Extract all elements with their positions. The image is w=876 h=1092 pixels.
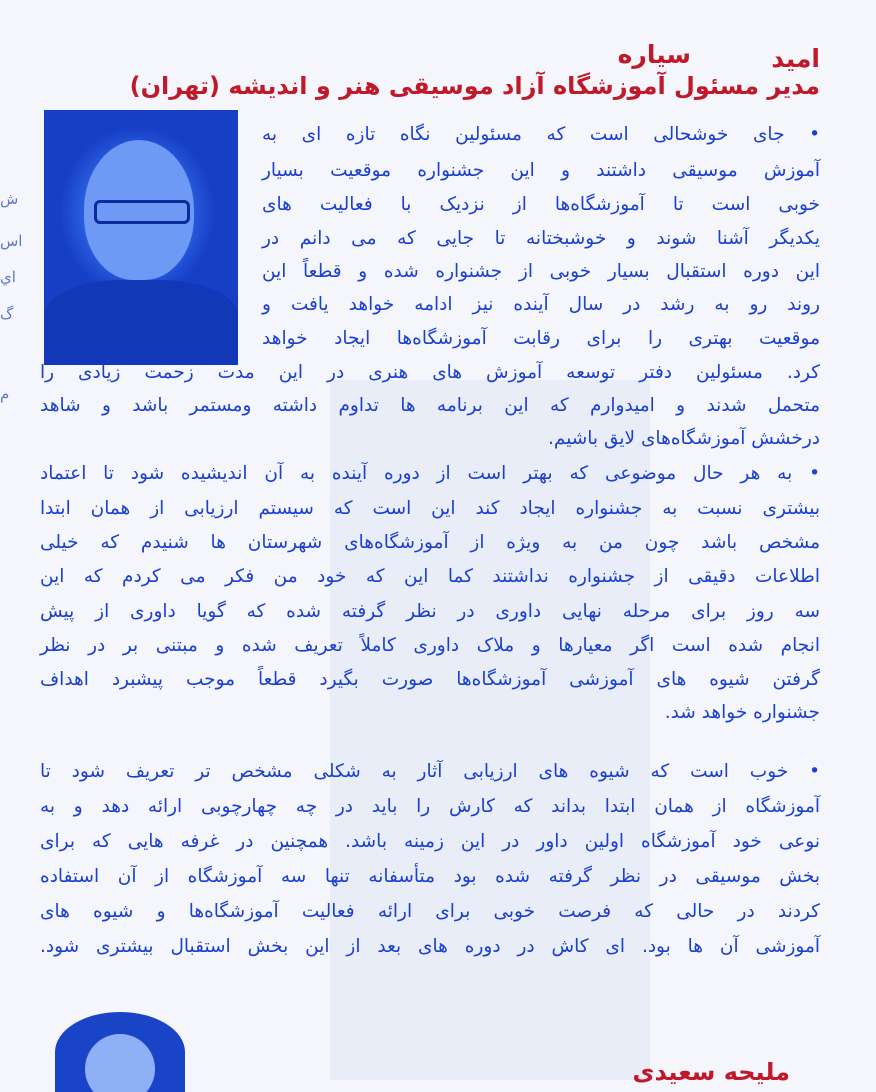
body-line: سه روز برای مرحله نهایی داوری در نظر گرفته شده که گویا داوری از پیش	[40, 601, 820, 622]
adjacent-column-fragment: اي	[0, 268, 16, 286]
body-line: آموزشگاه از همان ابتدا بداند که کارش را باید در چه چهارچوبی ارائه دهد و به	[40, 796, 820, 817]
body-line: • به هر حال موضوعی که بهتر است از دوره آینده به آن اندیشیده شود تا اعتماد	[40, 463, 820, 484]
body-line: خوبی است تا آموزشگاه‌ها از نزدیک با فعالیت های	[262, 194, 820, 215]
next-interviewee-name: ملیحه سعیدی	[632, 1058, 790, 1086]
body-line: این دوره استقبال بسیار خوبی از جشنواره شده و قطعاً این	[262, 261, 820, 282]
next-interviewee-photo	[55, 1012, 185, 1092]
adjacent-column-fragment: م	[0, 385, 10, 403]
body-line: آموزشی آن ها بود. ای کاش در دوره های بعد از این بخش استقبال بیشتری شود.	[40, 936, 820, 957]
body-line: یکدیگر آشنا شوند و خوشبختانه تا جایی که می دانم در	[262, 228, 820, 249]
body-line: • خوب است که شیوه های ارزیابی آثار به شکلی مشخص تر تعریف شود تا	[40, 761, 820, 782]
body-line: روند رو به رشد در سال آینده نیز ادامه خواهد یافت و	[262, 294, 820, 315]
body-line: اطلاعات دقیقی از جشنواره نداشتند کما این که خود من فکر می کردم که این	[40, 566, 820, 587]
body-line: متحمل شدند و امیدوارم که این برنامه ها تداوم داشته ومستمر باشد و شاهد	[40, 395, 820, 416]
interviewee-first-name: امید	[771, 44, 820, 73]
body-line: موقعیت بهتری را برای رقابت آموزشگاه‌ها ایجاد خواهد	[262, 328, 820, 349]
body-line: جشنواره خواهد شد.	[664, 702, 820, 723]
adjacent-column-fragment: گ	[0, 305, 14, 323]
body-line: • جای خوشحالی است که مسئولین نگاه تازه ای به	[262, 124, 820, 145]
adjacent-column-fragment: اس	[0, 232, 23, 250]
body-line: بخش موسیقی در نظر گرفته شده بود متأسفانه تنها سه آموزشگاه از آن استفاده	[40, 866, 820, 887]
adjacent-column-fragment: ش	[0, 190, 19, 208]
body-line: انجام شده است اگر معیارها و ملاک داوری کاملاً تعریف شده و مبتنی بر در نظر	[40, 635, 820, 656]
body-line: مشخص باشد چون من به ویژه از آموزشگاه‌های شهرستان ها شنیدم که خیلی	[40, 532, 820, 553]
body-line: آموزش موسیقی داشتند و این جشنواره موقعیت بسیار	[262, 160, 820, 181]
body-line: بیشتری نسبت به جشنواره ایجاد کند این است که سیستم ارزیابی از همان ابتدا	[40, 498, 820, 519]
interviewee-last-name: سیاره	[617, 40, 691, 69]
body-line: گرفتن شیوه های آموزشی آموزشگاه‌ها صورت بگیرد قطعاً موجب پیشبرد اهداف	[40, 669, 820, 690]
interviewee-title: مدیر مسئول آموزشگاه آزاد موسیقی هنر و اندیشه (تهران)	[129, 72, 820, 100]
interviewee-photo	[44, 110, 238, 365]
body-line: نوعی خود آموزشگاه اولین داور در این زمینه باشد. همچنین در غرفه هایی که برای	[40, 831, 820, 852]
body-line: کرد. مسئولین دفتر توسعه آموزش های هنری در این مدت زحمت زیادی را	[40, 362, 820, 383]
body-line: درخشش آموزشگاه‌های لایق باشیم.	[548, 428, 820, 449]
body-line: کردند در حالی که فرصت خوبی برای ارائه فعالیت آموزشگاه‌ها و شیوه های	[40, 901, 820, 922]
